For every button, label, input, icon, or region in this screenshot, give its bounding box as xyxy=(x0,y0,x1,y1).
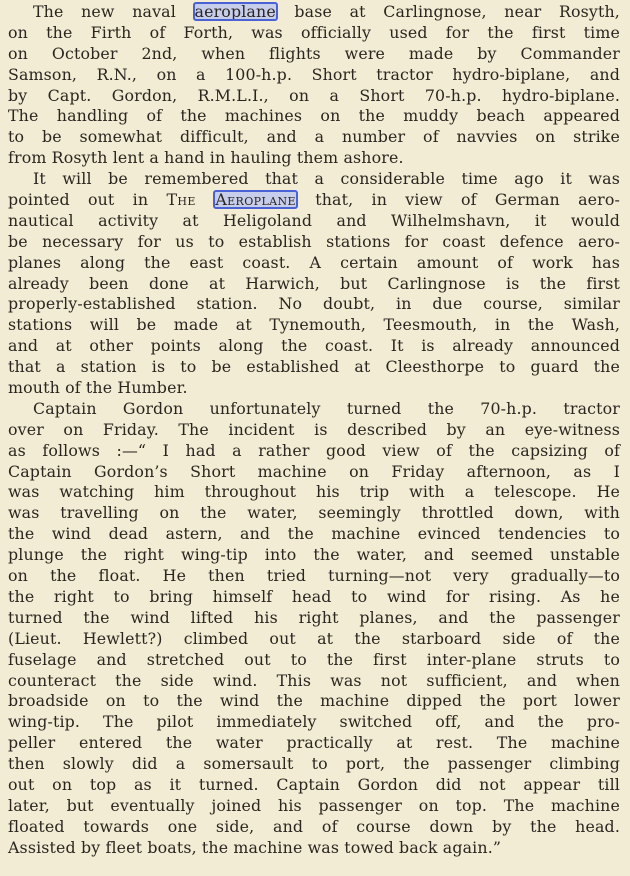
text-line: and at other points along the coast. It is already announced xyxy=(8,336,620,356)
text-line: was travelling on the water, seemingly throttled down, with xyxy=(8,503,620,523)
text-line: fuselage and stretched out to the first inter-plane struts to xyxy=(8,649,620,669)
text-line: from Rosyth lent a hand in hauling them ashore. xyxy=(8,148,404,168)
text-line: on October 2nd, when flights were made by Commander xyxy=(8,43,620,63)
text-line: turned the wind lifted his right planes, and the passenger xyxy=(8,607,620,627)
text-line: Assisted by fleet boats, the machine was towed back again.” xyxy=(8,837,502,857)
text-line: wing-tip. The pilot immediately switched off, and the pro- xyxy=(8,712,620,732)
text-line: Samson, R.N., on a 100-h.p. Short tractor hydro-biplane, and xyxy=(8,64,620,84)
text-line: then slowly did a somersault to port, the passenger climbing xyxy=(8,754,620,774)
text-line: peller entered the water practically at rest. The machine xyxy=(8,733,620,753)
text-line: as follows :—“ I had a rather good view of the capsizing of xyxy=(8,440,620,460)
search-highlight[interactable]: aeroplane xyxy=(194,2,276,21)
text-line: on the Firth of Forth, was officially used for the first time xyxy=(8,22,620,42)
text-line: floated towards one side, and of course down by the head. xyxy=(8,816,620,836)
text-line: It will be remembered that a considerable time ago it was xyxy=(33,169,620,189)
text-line xyxy=(8,190,620,211)
text-line: on the float. He then tried turning—not very gradually—to xyxy=(8,566,620,586)
text-line: be necessary for us to establish stations for coast defence aero- xyxy=(8,231,620,251)
text-line: planes along the east coast. A certain amount of work has xyxy=(8,252,620,272)
text-line: out on top as it turned. Captain Gordon did not appear till xyxy=(8,774,620,794)
text-line: over on Friday. The incident is described by an eye-witness xyxy=(8,419,620,439)
text-line: counteract the side wind. This was not sufficient, and when xyxy=(8,670,620,690)
text-line: Captain Gordon’s Short machine on Friday afternoon, as I xyxy=(8,461,620,481)
text-line xyxy=(8,2,620,23)
text-line: The handling of the machines on the muddy beach appeared xyxy=(8,106,620,126)
text-segment: pointed out in The xyxy=(8,190,215,210)
text-line: already been done at Harwich, but Carlingnose is the first xyxy=(8,273,620,293)
text-line: that a station is to be established at Cleesthorpe to guard the xyxy=(8,357,620,377)
text-line: Captain Gordon unfortunately turned the 70-h.p. tractor xyxy=(33,398,620,418)
text-line: by Capt. Gordon, R.M.L.I., on a Short 70-h.p. hydro-biplane. xyxy=(8,85,620,105)
text-line: (Lieut. Hewlett?) climbed out at the starboard side of the xyxy=(8,628,620,648)
text-segment: that, in view of German aero- xyxy=(296,190,621,210)
text-line: later, but eventually joined his passenger on top. The machine xyxy=(8,795,620,815)
text-line: stations will be made at Tynemouth, Teesmouth, in the Wash, xyxy=(8,315,620,335)
text-line: plunge the right wing-tip into the water, and seemed unstable xyxy=(8,545,620,565)
text-line: nautical activity at Heligoland and Wilhelmshavn, it would xyxy=(8,210,620,230)
text-line: the wind dead astern, and the machine evinced tendencies to xyxy=(8,524,620,544)
search-highlight[interactable]: Aeroplane xyxy=(215,190,296,210)
text-line: properly-established station. No doubt, in due course, similar xyxy=(8,294,620,314)
text-segment: The new naval xyxy=(33,2,194,21)
article-body xyxy=(8,2,620,859)
text-line: mouth of the Humber. xyxy=(8,378,188,398)
text-segment: base at Carlingnose, near Rosyth, xyxy=(276,2,620,21)
text-line: the right to bring himself head to wind for rising. As he xyxy=(8,586,620,606)
text-line: to be somewhat difficult, and a number of navvies on strike xyxy=(8,127,620,147)
text-line: broadside on to the wind the machine dipped the port lower xyxy=(8,691,620,711)
text-line: was watching him throughout his trip with a telescope. He xyxy=(8,482,620,502)
